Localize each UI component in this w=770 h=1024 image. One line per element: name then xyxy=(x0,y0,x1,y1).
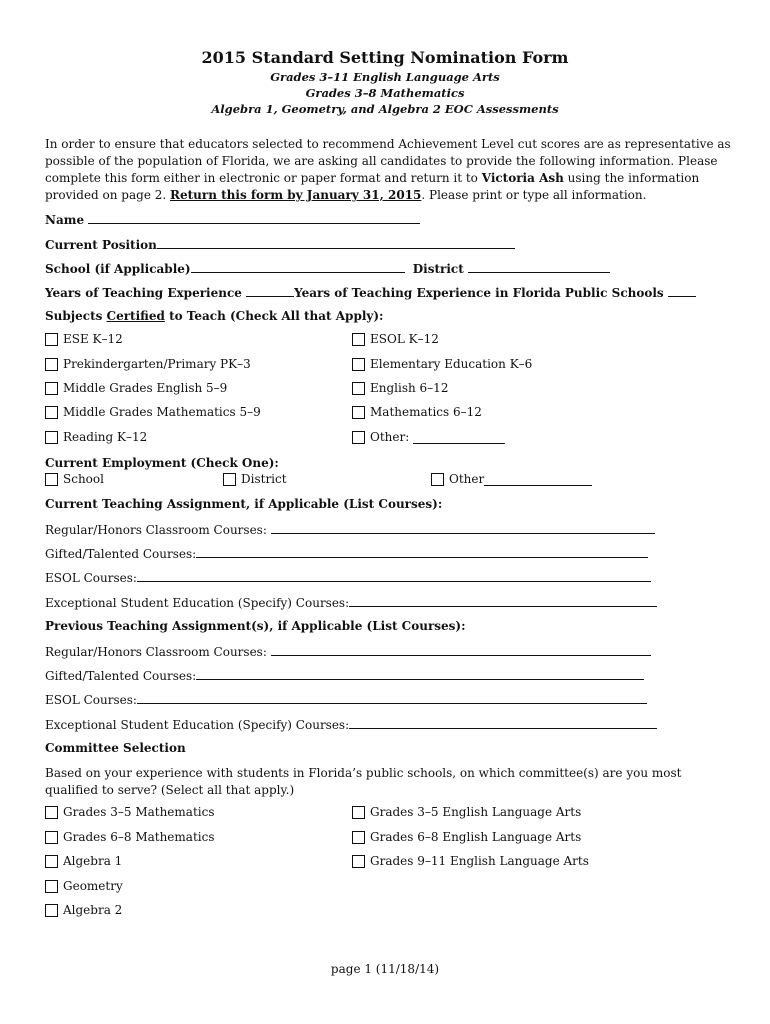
checkbox-icon[interactable] xyxy=(45,880,58,893)
checkbox-label: Grades 9–11 English Language Arts xyxy=(370,854,589,868)
years-row xyxy=(45,284,696,300)
checkbox-label: Mathematics 6–12 xyxy=(370,405,482,419)
subject-checkbox-mg-english[interactable] xyxy=(45,381,227,395)
employment-checkbox-school[interactable] xyxy=(45,472,104,486)
previous-assignment-heading: Previous Teaching Assignment(s), if Applicable (List Courses): xyxy=(45,619,466,633)
previous-ese-row xyxy=(45,716,657,732)
checkbox-icon[interactable] xyxy=(352,406,365,419)
checkbox-icon[interactable] xyxy=(45,831,58,844)
checkbox-icon[interactable] xyxy=(45,333,58,346)
school-field[interactable] xyxy=(191,260,405,273)
checkbox-label: Algebra 2 xyxy=(63,903,123,917)
previous-esol-row xyxy=(45,691,647,707)
committee-heading: Committee Selection xyxy=(45,741,186,755)
form-subtitle-eoc: Algebra 1, Geometry, and Algebra 2 EOC Assessments xyxy=(211,102,559,116)
school-row xyxy=(45,260,610,276)
checkbox-label: Geometry xyxy=(63,879,123,893)
previous-gifted-field[interactable] xyxy=(196,667,644,680)
subject-checkbox-math[interactable] xyxy=(352,405,482,419)
subject-checkbox-other[interactable] xyxy=(352,430,505,444)
current-gifted-row xyxy=(45,545,648,561)
intro-text-3: . Please print or type all information. xyxy=(421,188,647,202)
other-subject-field[interactable] xyxy=(413,431,505,444)
previous-gifted-row xyxy=(45,667,644,683)
checkbox-icon[interactable] xyxy=(45,358,58,371)
form-title: 2015 Standard Setting Nomination Form xyxy=(201,48,569,67)
checkbox-icon[interactable] xyxy=(45,855,58,868)
committee-checkbox-ela-9-11[interactable] xyxy=(352,854,589,868)
school-label: School (if Applicable) xyxy=(45,262,191,276)
employment-heading: Current Employment (Check One): xyxy=(45,456,279,470)
previous-esol-label: ESOL Courses: xyxy=(45,693,137,707)
committee-checkbox-math-3-5[interactable] xyxy=(45,805,214,819)
committee-checkbox-ela-6-8[interactable] xyxy=(352,830,581,844)
contact-name: Victoria Ash xyxy=(481,171,564,185)
district-field[interactable] xyxy=(468,260,610,273)
subject-checkbox-reading[interactable] xyxy=(45,430,147,444)
current-assignment-heading: Current Teaching Assignment, if Applicable (List Courses): xyxy=(45,497,443,511)
years-florida-label: Years of Teaching Experience in Florida Public Schools xyxy=(294,286,664,300)
checkbox-label: Other xyxy=(449,472,485,486)
current-esol-field[interactable] xyxy=(137,569,651,582)
employment-checkbox-district[interactable] xyxy=(223,472,287,486)
intro-paragraph xyxy=(45,136,735,204)
committee-checkbox-algebra1[interactable] xyxy=(45,854,122,868)
years-florida-field[interactable] xyxy=(668,284,696,297)
checkbox-icon[interactable] xyxy=(352,806,365,819)
current-regular-label: Regular/Honors Classroom Courses: xyxy=(45,523,267,537)
current-gifted-label: Gifted/Talented Courses: xyxy=(45,547,197,561)
previous-regular-row xyxy=(45,643,651,659)
previous-regular-label: Regular/Honors Classroom Courses: xyxy=(45,645,267,659)
checkbox-label: District xyxy=(241,472,287,486)
subject-checkbox-prek[interactable] xyxy=(45,357,251,371)
checkbox-icon[interactable] xyxy=(45,406,58,419)
previous-ese-field[interactable] xyxy=(349,716,657,729)
checkbox-label: Middle Grades English 5–9 xyxy=(63,381,228,395)
checkbox-label: Algebra 1 xyxy=(63,854,123,868)
previous-ese-label: Exceptional Student Education (Specify) Courses: xyxy=(45,718,350,732)
checkbox-icon[interactable] xyxy=(352,431,365,444)
checkbox-icon[interactable] xyxy=(45,473,58,486)
page-footer: page 1 (11/18/14) xyxy=(330,962,440,976)
current-ese-label: Exceptional Student Education (Specify) Courses: xyxy=(45,596,350,610)
previous-gifted-label: Gifted/Talented Courses: xyxy=(45,669,197,683)
checkbox-icon[interactable] xyxy=(352,855,365,868)
committee-checkbox-math-6-8[interactable] xyxy=(45,830,214,844)
checkbox-label: School xyxy=(63,472,104,486)
checkbox-icon[interactable] xyxy=(352,333,365,346)
checkbox-label: Middle Grades Mathematics 5–9 xyxy=(63,405,261,419)
previous-esol-field[interactable] xyxy=(137,691,647,704)
employment-checkbox-other[interactable] xyxy=(431,472,592,486)
checkbox-label: Reading K–12 xyxy=(63,430,148,444)
current-esol-label: ESOL Courses: xyxy=(45,571,137,585)
current-esol-row xyxy=(45,569,651,585)
subjects-heading-certified: Certified xyxy=(106,309,165,323)
checkbox-icon[interactable] xyxy=(352,382,365,395)
checkbox-icon[interactable] xyxy=(352,831,365,844)
position-field[interactable] xyxy=(157,236,515,249)
current-gifted-field[interactable] xyxy=(196,545,648,558)
form-subtitle-math: Grades 3–8 Mathematics xyxy=(305,86,465,100)
years-label: Years of Teaching Experience xyxy=(45,286,242,300)
checkbox-label: Grades 6–8 English Language Arts xyxy=(370,830,582,844)
checkbox-label: Other: xyxy=(370,430,410,444)
checkbox-label: Prekindergarten/Primary PK–3 xyxy=(63,357,251,371)
checkbox-icon[interactable] xyxy=(223,473,236,486)
checkbox-label: Grades 6–8 Mathematics xyxy=(63,830,215,844)
checkbox-label: Grades 3–5 Mathematics xyxy=(63,805,215,819)
position-label: Current Position xyxy=(45,238,157,252)
checkbox-icon[interactable] xyxy=(352,358,365,371)
checkbox-label: Grades 3–5 English Language Arts xyxy=(370,805,582,819)
committee-question: Based on your experience with students in Florida’s public schools, on which committee(s) are you most qualified to serve? (Select all that apply.) xyxy=(45,766,682,797)
checkbox-icon[interactable] xyxy=(45,904,58,917)
subject-checkbox-mg-math[interactable] xyxy=(45,405,261,419)
checkbox-label: ESOL K–12 xyxy=(370,332,439,346)
subjects-heading xyxy=(45,309,383,323)
current-regular-row xyxy=(45,521,655,537)
committee-checkbox-geometry[interactable] xyxy=(45,879,123,893)
committee-checkbox-algebra2[interactable] xyxy=(45,903,122,917)
subjects-heading-pre: Subjects xyxy=(45,309,107,323)
checkbox-icon[interactable] xyxy=(45,382,58,395)
checkbox-label: English 6–12 xyxy=(370,381,449,395)
current-regular-field[interactable] xyxy=(271,521,655,534)
current-ese-field[interactable] xyxy=(349,594,657,607)
form-subtitle-ela: Grades 3–11 English Language Arts xyxy=(270,70,500,84)
years-field[interactable] xyxy=(246,284,294,297)
intro-text-1: In order to ensure that educators selected to recommend Achievement Level cut scores are as representative as possible of the population of Florida, we are asking all candidates to provide the following information. Please complete this form either in electronic or paper format and return it to xyxy=(45,137,731,185)
current-ese-row xyxy=(45,594,657,610)
committee-checkbox-ela-3-5[interactable] xyxy=(352,805,581,819)
checkbox-icon[interactable] xyxy=(45,431,58,444)
position-row xyxy=(45,236,515,252)
deadline-text: Return this form by January 31, 2015 xyxy=(170,188,422,202)
name-field[interactable] xyxy=(88,211,420,224)
checkbox-icon[interactable] xyxy=(45,806,58,819)
intro-text-2: using the information provided on page 2. xyxy=(45,171,700,202)
name-row xyxy=(45,211,420,227)
subject-checkbox-elementary[interactable] xyxy=(352,357,532,371)
checkbox-label: ESE K–12 xyxy=(63,332,123,346)
name-label: Name xyxy=(45,213,85,227)
district-label: District xyxy=(412,262,464,276)
subject-checkbox-english[interactable] xyxy=(352,381,448,395)
employment-other-field[interactable] xyxy=(484,473,592,486)
subjects-heading-post: to Teach (Check All that Apply): xyxy=(164,309,384,323)
checkbox-label: Elementary Education K–6 xyxy=(370,357,533,371)
subject-checkbox-esol[interactable] xyxy=(352,332,439,346)
checkbox-icon[interactable] xyxy=(431,473,444,486)
previous-regular-field[interactable] xyxy=(271,643,651,656)
subject-checkbox-ese[interactable] xyxy=(45,332,123,346)
